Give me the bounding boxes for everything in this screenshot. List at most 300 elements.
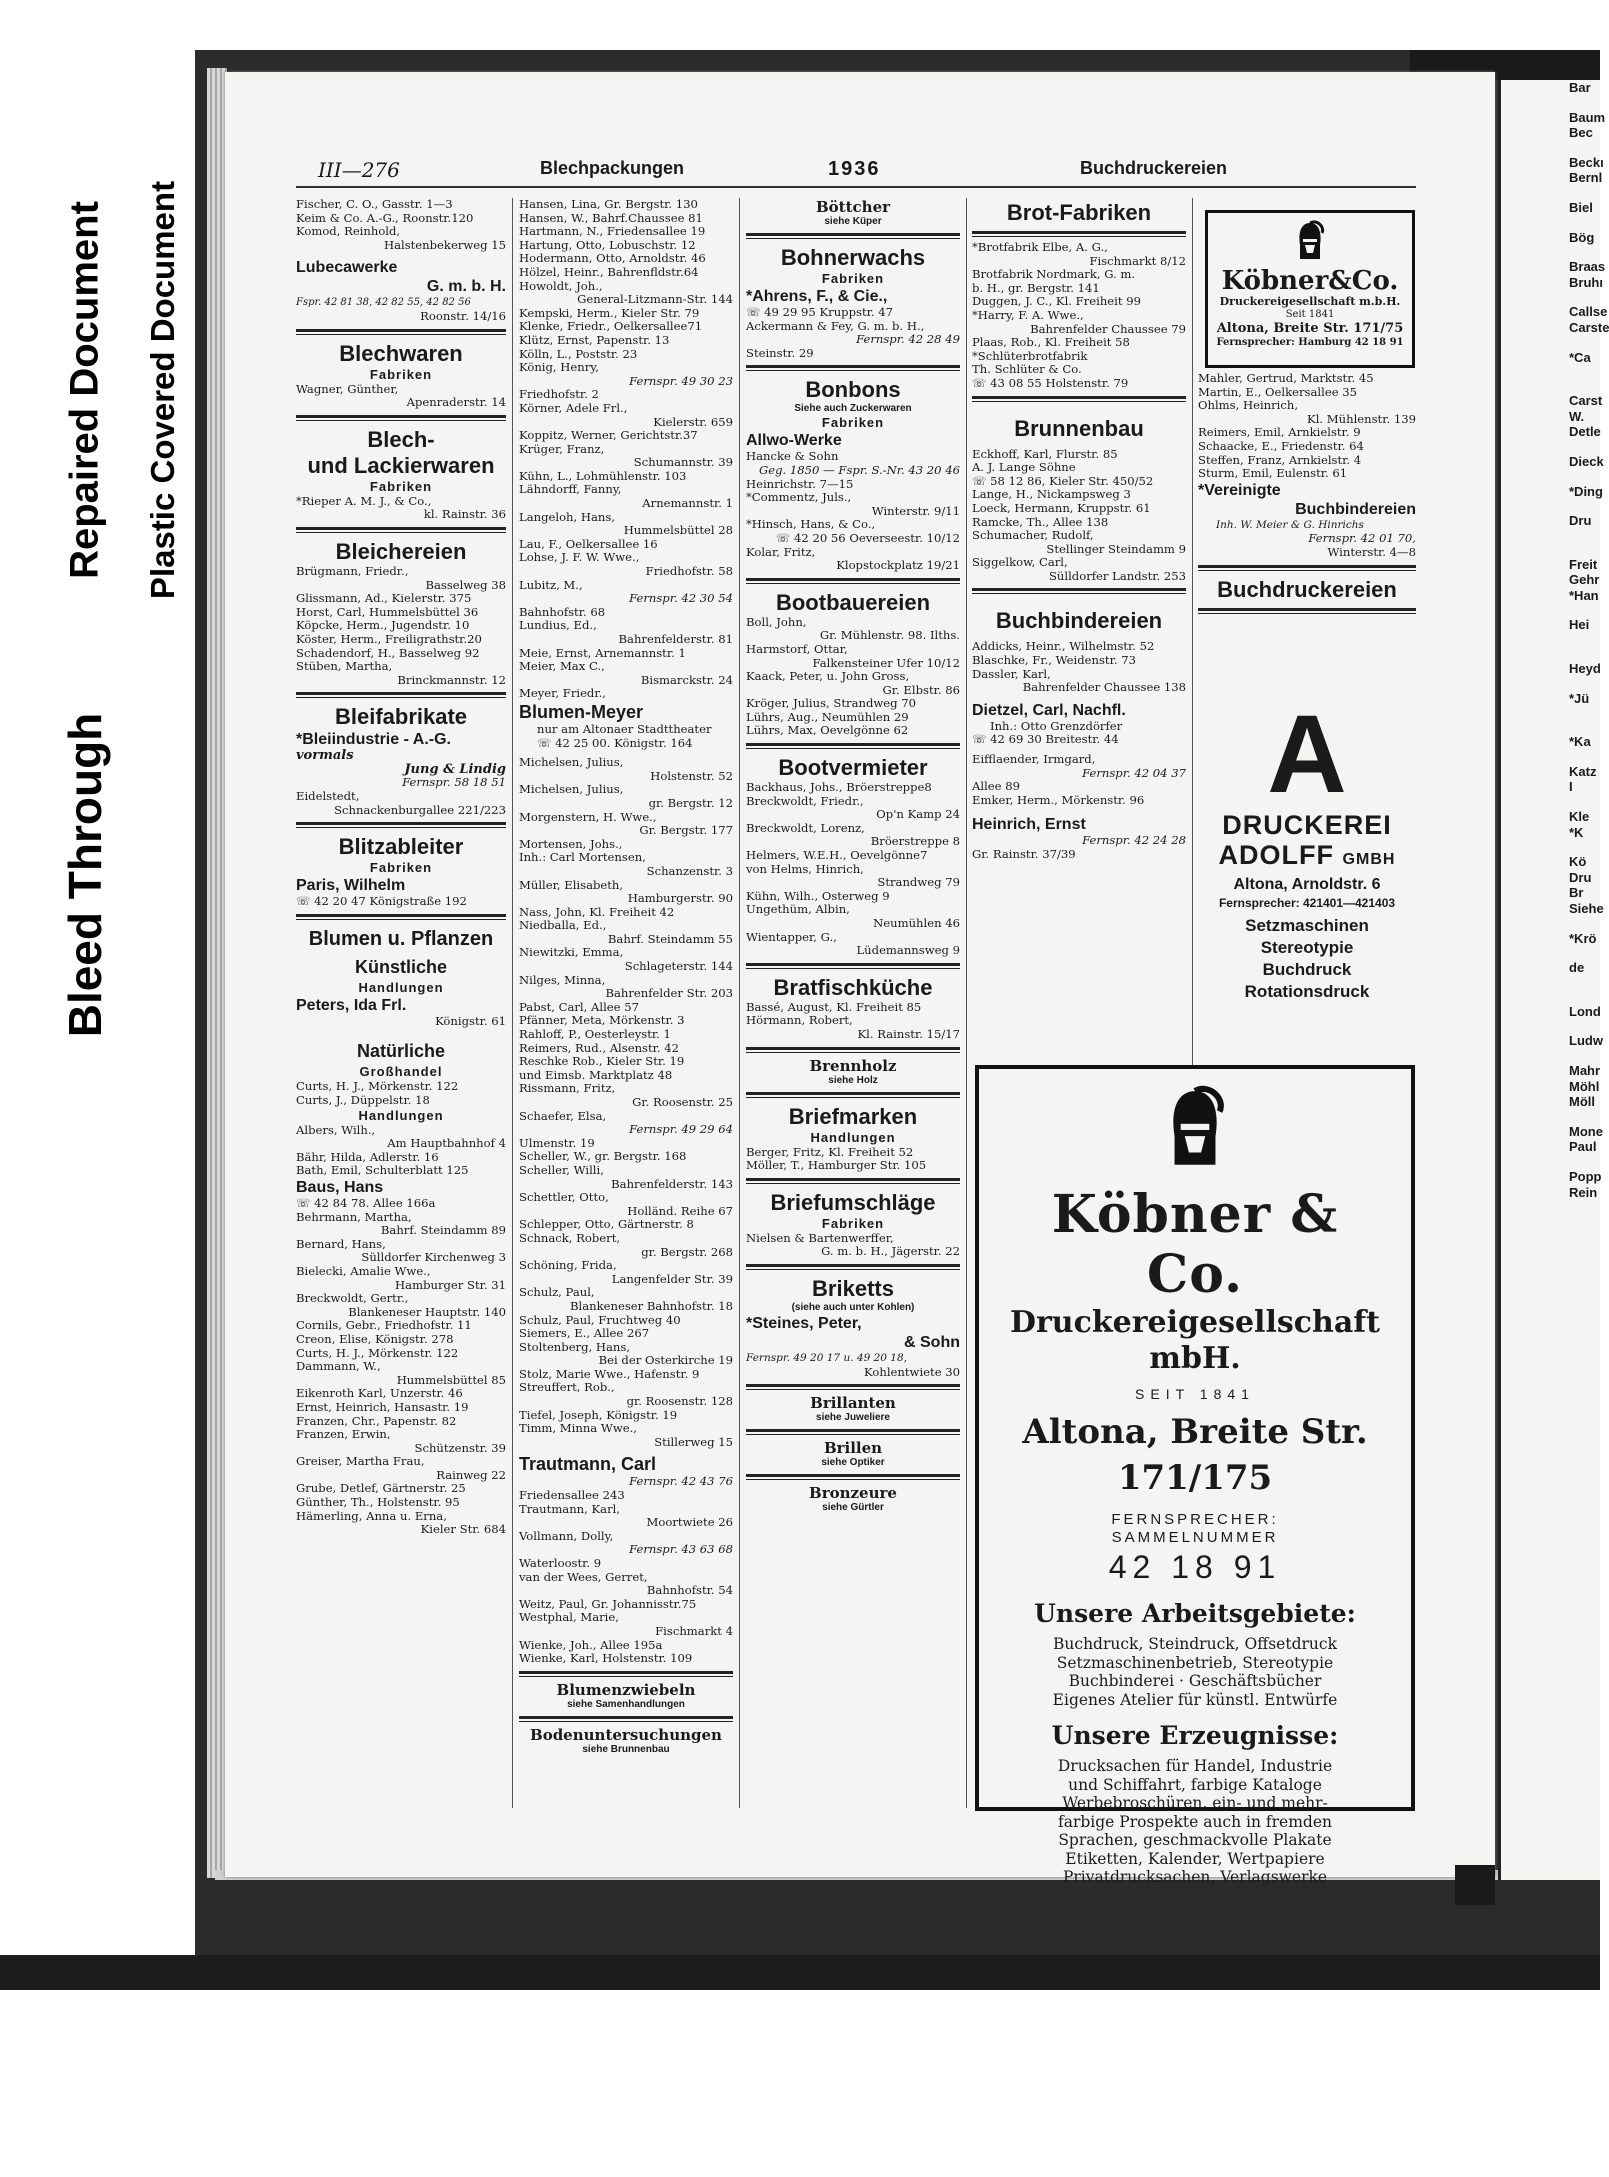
directory-entry: Stüben, Martha, (296, 659, 393, 674)
bleed-through-label: Bleed Through (55, 655, 115, 1095)
directory-entry: Scheller, Willi, (519, 1162, 604, 1177)
directory-entry: Kieler Str. 684 (420, 1522, 506, 1537)
entry-list (296, 790, 506, 817)
next-page-fragment: Biel (1569, 199, 1593, 215)
entry-list (296, 495, 506, 522)
text-line: Eigenes Atelier für künstl. Entwürfe (1052, 1690, 1338, 1709)
directory-entry: Fernspr. 42 28 49 (856, 332, 960, 347)
directory-entry: Fernspr. 42 30 54 (629, 591, 733, 606)
next-page-fragment: Dieck (1569, 453, 1604, 469)
directory-entry: Fischmarkt 4 (655, 1623, 733, 1638)
section-heading: Blumenzwiebeln (556, 1680, 696, 1699)
entry-list (972, 753, 1186, 807)
directory-entry: Ungethüm, Albin, (746, 902, 850, 917)
phone-caption: FERNSPRECHER: (1111, 1511, 1279, 1528)
directory-entry: von Helms, Hinrich, (746, 861, 864, 876)
entry-list (746, 450, 960, 572)
directory-entry: Michelsen, Julius, (519, 782, 624, 797)
header-rule (296, 186, 1416, 188)
directory-entry: Müller, Elisabeth, (519, 877, 624, 892)
directory-entry: Schettler, Otto, (519, 1190, 609, 1205)
directory-entry: Steinstr. 29 (746, 345, 814, 360)
advertiser-subtitle: Druckereigesellschaft m.b.H. (1219, 295, 1401, 308)
directory-entry: Eifflaender, Irmgard, (972, 752, 1096, 767)
section-heading: Blitzableiter (338, 834, 464, 860)
directory-entry: Hummelsbüttel 85 (396, 1372, 506, 1387)
firm-name: Heinrich, Ernst (972, 816, 1086, 834)
cross-reference: siehe Optiker (821, 1457, 885, 1469)
next-page-fragment: Carste (1569, 319, 1609, 335)
directory-entry: Bei der Osterkirche 19 (598, 1353, 733, 1368)
directory-entry: Duggen, J. C., Kl. Freiheit 99 (972, 294, 1141, 309)
directory-entry: Op'n Kamp 24 (876, 807, 960, 822)
firm-name: Trautmann, Carl (519, 1454, 657, 1475)
section-heading: Böttcher (815, 198, 891, 216)
next-page-fragment: Kö (1569, 854, 1587, 870)
next-page-fragment: Callse (1569, 304, 1608, 320)
firm-name: Peters, Ida Frl. (296, 996, 407, 1014)
phone-line: Fernspr. 42 01 70, (1308, 531, 1416, 546)
directory-entry: Helmers, W.E.H., Oevelgönne7 (746, 848, 928, 863)
directory-entry: *Commentz, Juls., (746, 490, 852, 505)
directory-entry: Geg. 1850 — Fspr. S.-Nr. 43 20 46 (759, 462, 960, 477)
section-heading: Künstliche (354, 956, 447, 977)
directory-entry: Wientapper, G., (746, 929, 837, 944)
directory-entry: Blankeneser Bahnhofstr. 18 (570, 1298, 733, 1313)
column-3 (746, 198, 960, 1813)
next-page-fragment (1569, 216, 1600, 230)
directory-entry: Curts, H. J., Mörkenstr. 122 (296, 1345, 459, 1360)
directory-entry: Lüdemannsweg 9 (856, 943, 960, 958)
directory-entry: Breckwoldt, Gertr., (296, 1291, 409, 1306)
text-line: Sprachen, geschmackvolle Plakate (1058, 1831, 1332, 1849)
directory-entry: Bassé, August, Kl. Freiheit 85 (746, 999, 922, 1014)
directory-entry: gr. Bergstr. 12 (648, 795, 733, 810)
next-page-fragment: Mahr (1569, 1062, 1601, 1078)
directory-entry: Hansen, W., Bahrf.Chaussee 81 (519, 210, 703, 225)
entry-list (972, 834, 1186, 861)
directory-entry: Greiser, Martha Frau, (296, 1454, 425, 1469)
column-divider (966, 198, 967, 1808)
subheading: Fabriken (821, 1215, 885, 1231)
next-page-fragment: Lond (1569, 1003, 1601, 1019)
next-page-fragment (1569, 141, 1600, 155)
next-page-fragment (1569, 720, 1600, 734)
directory-entry: Loeck, Hermann, Kruppstr. 61 (972, 500, 1151, 515)
section-rule (746, 578, 960, 584)
column-divider (739, 198, 740, 1808)
section-rule (972, 396, 1186, 402)
directory-entry: Brotfabrik Nordmark, G. m. (972, 267, 1136, 282)
directory-entry: Hancke & Sohn (746, 449, 839, 464)
directory-entry: Schulz, Paul, Fruchtweg 40 (519, 1312, 681, 1327)
firm-note: Inh. W. Meier & G. Hinrichs (1216, 518, 1364, 531)
cross-reference: siehe Brunnenbau (582, 1743, 670, 1755)
directory-entry: Niedballa, Ed., (519, 918, 607, 933)
next-page-fragment: Kle (1569, 809, 1590, 825)
firm-name: Buchbindereien (1295, 500, 1416, 518)
column-4 (972, 198, 1186, 1058)
entry-list (296, 383, 506, 410)
entry-list (746, 616, 960, 738)
phone-line: ☏ 42 84 78. Allee 166a (296, 1196, 436, 1210)
directory-entry: Hamburgerstr. 90 (627, 891, 733, 906)
directory-entry: Bahrenfelder Str. 203 (605, 986, 733, 1001)
subheading: Handlungen (810, 1129, 896, 1145)
section-rule (746, 1474, 960, 1480)
directory-entry: Stellinger Steindamm 9 (1046, 541, 1186, 556)
directory-entry: Wagner, Günther, (296, 381, 399, 396)
directory-entry: Ulmenstr. 19 (519, 1135, 595, 1150)
directory-entry: Bahrf. Steindamm 89 (380, 1223, 506, 1238)
directory-entry: Horst, Carl, Hummelsbüttel 36 (296, 604, 479, 619)
knight-helmet-icon (1295, 221, 1325, 265)
next-page-fragment: Dru (1569, 513, 1592, 529)
advertiser-phone: Fernsprecher: 421401—421403 (1218, 896, 1396, 910)
directory-entry: gr. Roosenstr. 128 (626, 1394, 733, 1409)
section-heading: Bohnerwachs (780, 245, 926, 270)
section-heading: Bleifabrikate (334, 704, 468, 730)
directory-entry: Hartung, Otto, Lobuschstr. 12 (519, 237, 696, 252)
column-5 (1198, 372, 1416, 672)
directory-entry: Falkensteiner Ufer 10/12 (812, 655, 960, 670)
directory-entry: Lau, F., Oelkersallee 16 (519, 536, 658, 551)
firm-note: vormals (296, 748, 354, 764)
directory-entry: *Rieper A. M. J., & Co., (296, 493, 432, 508)
directory-entry: Wienke, Karl, Holstenstr. 109 (519, 1651, 693, 1666)
phone-line: Fernspr. 49 20 17 u. 49 20 18, (746, 1351, 907, 1364)
directory-entry: A. J. Lange Söhne (972, 460, 1076, 475)
directory-entry: Allee 89 (972, 779, 1020, 794)
directory-entry: b. H., gr. Bergstr. 141 (972, 280, 1100, 295)
directory-entry: Halstenbekerweg 15 (383, 237, 506, 252)
directory-entry: Eikenroth Karl, Unzerstr. 46 (296, 1386, 463, 1401)
directory-entry: *Brotfabrik Elbe, A. G., (972, 240, 1108, 254)
directory-entry: Morgenstern, H. Wwe., (519, 809, 657, 824)
directory-entry: Curts, H. J., Mörkenstr. 122 (296, 1079, 459, 1094)
advertiser-name: DRUCKEREI (1222, 810, 1392, 840)
directory-entry: Fischmarkt 8/12 (1089, 253, 1186, 268)
directory-entry: Niewitzki, Emma, (519, 945, 624, 960)
text-line: Stereotypie (1260, 938, 1354, 957)
directory-entry: Meie, Ernst, Arnemannstr. 1 (519, 645, 686, 660)
text-line: und Schiffahrt, farbige Kataloge (1068, 1775, 1322, 1794)
entry-list (296, 198, 506, 252)
advertiser-phone: Fernsprecher: Hamburg 42 18 91 (1216, 337, 1404, 348)
section-rule (972, 588, 1186, 594)
directory-entry: *Harry, F. A. Wwe., (972, 307, 1084, 322)
text-line: Setzmaschinenbetrieb, Stereotypie (1056, 1653, 1334, 1672)
directory-entry: Kempski, Herm., Kieler Str. 79 (519, 305, 700, 320)
directory-entry: Moortwiete 26 (646, 1515, 733, 1530)
directory-entry: Köpcke, Herm., Jugendstr. 10 (296, 618, 470, 633)
directory-entry: Möller, T., Hamburger Str. 105 (746, 1158, 927, 1173)
text-line: farbige Prospekte auch in fremden (1057, 1812, 1332, 1831)
next-page-fragment (1569, 290, 1600, 304)
directory-entry: Pabst, Carl, Allee 57 (519, 999, 639, 1014)
directory-entry: Hörmann, Robert, (746, 1013, 853, 1028)
directory-entry: Nilges, Minna, (519, 972, 606, 987)
section-heading: Briefumschläge (770, 1189, 936, 1215)
cross-reference: siehe Gürtler (822, 1502, 884, 1514)
next-page-fragment (1569, 543, 1600, 557)
directory-entry: Lührs, Max, Oevelgönne 62 (746, 723, 909, 738)
next-page-fragment: Gehr (1569, 572, 1600, 588)
cross-reference: siehe Küper (824, 216, 882, 227)
section-heading: Bootvermieter (778, 755, 928, 781)
directory-entry: Sülldorfer Landstr. 253 (1048, 568, 1186, 583)
next-page-fragment: Carst (1569, 393, 1603, 409)
next-page-fragment: Rein (1569, 1184, 1598, 1200)
directory-entry: Schanzenstr. 3 (646, 863, 733, 878)
directory-entry: Westphal, Marie, (519, 1610, 619, 1625)
column-divider (512, 198, 513, 1808)
next-page-fragment: Dru (1569, 869, 1592, 885)
directory-entry: Koppitz, Werner, Gerichtstr.37 (519, 428, 698, 443)
directory-entry: Reschke Rob., Kieler Str. 19 (519, 1054, 685, 1069)
directory-entry: Bahrenfelder Chaussee 138 (1022, 680, 1186, 695)
directory-entry: Bahrenfelderstr. 81 (618, 632, 733, 646)
section-rule (519, 1716, 733, 1722)
phone-caption: SAMMELNUMMER (1111, 1529, 1279, 1546)
directory-entry: Vollmann, Dolly, (519, 1528, 614, 1543)
section-heading: Blechwaren (339, 340, 463, 366)
directory-entry: Fernspr. 42 43 76 (629, 1474, 733, 1489)
subheading: Fabriken (369, 478, 433, 494)
next-page-fragment (1569, 750, 1600, 764)
advertiser-name: Köbner & Co. (1051, 1184, 1339, 1305)
directory-entry: Heinrichstr. 7—15 (746, 476, 854, 491)
directory-entry: Harmstorf, Ottar, (746, 641, 848, 656)
directory-entry: Howoldt, Joh., (519, 278, 603, 293)
next-page-fragment: Br (1569, 885, 1584, 901)
advertiser-address: Altona, Arnoldstr. 6 (1233, 876, 1381, 893)
section-rule (746, 1047, 960, 1053)
firm-name: & Sohn (904, 1333, 960, 1351)
column-1 (296, 198, 506, 1813)
directory-entry: Gr. Elbstr. 86 (882, 682, 960, 697)
directory-entry: Schaefer, Elsa, (519, 1108, 607, 1123)
directory-entry: Waterloostr. 9 (519, 1556, 602, 1570)
header-left-keyword: Blechpackungen (540, 158, 685, 178)
directory-entry: Kühn, Wilh., Osterweg 9 (746, 888, 890, 903)
directory-entry: Schadendorf, H., Basselweg 92 (296, 645, 480, 660)
scan-bottom-band (0, 1955, 1600, 1990)
koebner-advertisement-small (1205, 210, 1415, 368)
firm-name: Lubecawerke (296, 259, 398, 277)
subheading: Fabriken (369, 860, 433, 876)
directory-entry: Bismarckstr. 24 (640, 672, 733, 687)
directory-entry: Lundius, Ed., (519, 618, 597, 633)
directory-entry: Schlepper, Otto, Gärtnerstr. 8 (519, 1217, 694, 1232)
directory-entry: Lührs, Aug., Neumühlen 29 (746, 709, 909, 724)
directory-entry: *Hinsch, Hans, & Co., (746, 517, 876, 532)
directory-entry: Michelsen, Julius, (519, 755, 624, 770)
next-page-fragment: Ludw (1569, 1033, 1603, 1049)
directory-entry: Glissmann, Ad., Kielerstr. 375 (296, 591, 472, 606)
section-rule (746, 1384, 960, 1390)
subheading: Großhandel (359, 1064, 443, 1080)
text-line: Buchdruck, Steindruck, Offsetdruck (1053, 1635, 1337, 1653)
next-page-fragment: Baum (1569, 109, 1606, 125)
entry-list (519, 756, 733, 1449)
directory-entry: Langenfelder Str. 39 (611, 1271, 733, 1286)
directory-entry: König, Henry, (519, 360, 599, 375)
cross-reference: siehe Samenhandlungen (567, 1698, 685, 1710)
directory-entry: Fernspr. 49 29 64 (629, 1122, 733, 1137)
section-heading: Blumen u. Pflanzen (308, 927, 494, 950)
directory-entry: Trautmann, Karl, (519, 1501, 621, 1516)
subheading: Fabriken (821, 271, 885, 286)
directory-entry: Bahnhofstr. 68 (519, 604, 606, 619)
directory-entry: Nielsen & Bartenwerffer, (746, 1230, 894, 1245)
cross-reference: Siehe auch Zuckerwaren (794, 403, 912, 415)
directory-entry: Komod, Reinhold, (296, 224, 401, 239)
directory-entry: gr. Bergstr. 268 (641, 1244, 733, 1259)
directory-entry: Lohse, J. F. W. Wwe., (519, 550, 640, 565)
section-rule (746, 365, 960, 371)
next-page-fragment (1569, 1019, 1600, 1033)
address-line: Kohlentwiete 30 (864, 1364, 960, 1379)
next-page-fragment (1569, 840, 1600, 854)
directory-entry: Stoltenberg, Hans, (519, 1339, 631, 1354)
next-page-fragment: Hei (1569, 617, 1590, 633)
phone-number: 42 18 91 (1108, 1549, 1282, 1585)
text-line: Drucksachen für Handel, Industrie (1057, 1757, 1333, 1775)
directory-entry: Fernspr. 42 24 28 (1082, 833, 1186, 848)
next-page-fragment (1569, 1110, 1600, 1124)
directory-entry: Creon, Elise, Königstr. 278 (296, 1331, 454, 1346)
text-line: Buchdruck (1262, 960, 1352, 979)
next-page-fragment: Detle (1569, 424, 1601, 440)
directory-entry: Brügmann, Friedr., (296, 563, 409, 578)
firm-name: Blumen-Meyer (519, 701, 644, 722)
section-rule (972, 231, 1186, 237)
adolff-logo-mark: A (1267, 693, 1347, 816)
directory-entry: Hodermann, Otto, Arnoldstr. 46 (519, 251, 706, 266)
section-rule (746, 1092, 960, 1098)
advertiser-address: Altona, Breite Str. 171/75 (1216, 321, 1404, 336)
directory-entry: Stillerweg 15 (654, 1434, 733, 1449)
next-page-fragment (1569, 603, 1600, 617)
directory-entry: Gr. Mühlenstr. 98. Ilths. (819, 628, 960, 643)
directory-entry: Brinckmannstr. 12 (397, 672, 506, 687)
directory-entry: Nass, John, Kl. Freiheit 42 (519, 904, 675, 919)
directory-entry: Inh.: Carl Mortensen, (519, 850, 646, 865)
directory-entry: Friedensallee 243 (519, 1488, 625, 1503)
next-page-fragment: W. (1569, 408, 1585, 424)
next-page-fragment (1569, 795, 1600, 809)
directory-entry: Meier, Max C., (519, 659, 605, 674)
header-year: 1936 (828, 158, 881, 180)
section-heading: Bronzeure (809, 1484, 897, 1503)
directory-entry: Bahnhofstr. 54 (646, 1583, 733, 1598)
directory-entry: Hamburger Str. 31 (395, 1277, 506, 1292)
directory-entry: Steffen, Franz, Arnkielstr. 4 (1198, 452, 1362, 467)
directory-entry: Schumacher, Rudolf, (972, 528, 1094, 543)
section-heading: und Lackierwaren (307, 452, 495, 478)
advertiser-subtitle: Druckereigesellschaft mbH. (1009, 1305, 1381, 1376)
directory-entry: Kl. Rainstr. 15/17 (857, 1026, 960, 1041)
scan-corner-mark-bottom (1455, 1865, 1495, 1905)
directory-entry: Schlageterstr. 144 (624, 959, 733, 974)
next-page-fragment (1569, 96, 1600, 110)
advertiser-name: Köbner&Co. (1221, 266, 1399, 296)
entry-list (746, 1232, 960, 1259)
section-heading: Bonbons (805, 377, 901, 403)
phone-line: ☏ 42 20 47 Königstraße 192 (296, 894, 467, 909)
ad-text (999, 1635, 1391, 1709)
next-page-fragment (1569, 529, 1600, 543)
section-heading: Briefmarken (788, 1103, 918, 1129)
next-page-fragment: Bruhı (1569, 274, 1603, 290)
directory-entry: Streuffert, Rob., (519, 1380, 615, 1395)
knight-helmet-icon (1160, 1087, 1230, 1177)
koebner-advertisement-large (975, 1065, 1415, 1886)
phone-line: ☏ 42 25 00. Königstr. 164 (537, 735, 693, 750)
section-rule (296, 822, 506, 828)
next-page-fragment: Paul (1569, 1139, 1597, 1155)
directory-entry: Schützenstr. 39 (414, 1440, 506, 1455)
repaired-document-label: Repaired Document (55, 150, 115, 630)
directory-entry: Curts, J., Düppelstr. 18 (296, 1093, 430, 1108)
directory-entry: Scheller, W., gr. Bergstr. 168 (519, 1149, 687, 1164)
entry-list (296, 1080, 506, 1107)
directory-entry: kl. Rainstr. 36 (423, 507, 506, 522)
legal-form: GMBH (1342, 851, 1396, 868)
ad-text (999, 1757, 1391, 1887)
next-page-fragment: *Jü (1569, 690, 1590, 706)
directory-entry: Friedhofstr. 58 (645, 564, 733, 579)
directory-entry: Ackermann & Fey, G. m. b. H., (746, 318, 925, 333)
section-heading: Buchbindereien (995, 608, 1163, 634)
entry-list (746, 1001, 960, 1042)
directory-entry: Holstenstr. 52 (650, 768, 733, 783)
directory-entry: Klenke, Friedr., Oelkersallee71 (519, 319, 703, 334)
next-page-fragment: Beckı (1569, 154, 1604, 170)
next-page-fragment: Bernl (1569, 170, 1603, 186)
text-line: Rotationsdruck (1244, 982, 1370, 1001)
section-heading: Bleichereien (335, 538, 467, 564)
section-heading: Natürliche (356, 1041, 446, 1062)
directory-entry: Reimers, Emil, Arnkielstr. 9 (1198, 425, 1361, 440)
directory-entry: Breckwoldt, Friedr., (746, 793, 864, 808)
firm-name: *Ahrens, F., & Cie., (746, 288, 888, 305)
directory-entry: Stolz, Marie Wwe., Hafenstr. 9 (519, 1366, 700, 1381)
directory-entry: Schnack, Robert, (519, 1230, 621, 1245)
next-page-fragment: *Ka (1569, 734, 1591, 750)
page-number: III—276 (318, 158, 400, 182)
directory-entry: Kielerstr. 659 (653, 414, 733, 429)
directory-entry: Behrmann, Martha, (296, 1209, 412, 1224)
next-page-fragment: I (1569, 779, 1573, 795)
firm-name: Paris, Wilhelm (296, 877, 406, 895)
directory-entry: Schöning, Frida, (519, 1258, 617, 1273)
directory-entry: Weitz, Paul, Gr. Johannisstr.75 (519, 1596, 697, 1611)
section-heading: Brot-Fabriken (1006, 200, 1152, 225)
next-page-fragment: *K (1569, 824, 1584, 840)
header-right-keyword: Buchdruckereien (1080, 158, 1228, 178)
directory-entry: Keim & Co. A.-G., Roonstr.120 (296, 210, 474, 225)
next-page-fragment: Katz (1569, 763, 1597, 779)
section-rule (519, 1671, 733, 1677)
directory-entry: Basselweg 38 (425, 577, 506, 592)
section-rule (1198, 565, 1416, 571)
subheading: Fabriken (369, 366, 433, 382)
directory-entry: Gr. Roosenstr. 25 (632, 1095, 733, 1109)
next-page-fragment (1569, 499, 1600, 513)
firm-name: Baus, Hans (296, 1179, 384, 1196)
